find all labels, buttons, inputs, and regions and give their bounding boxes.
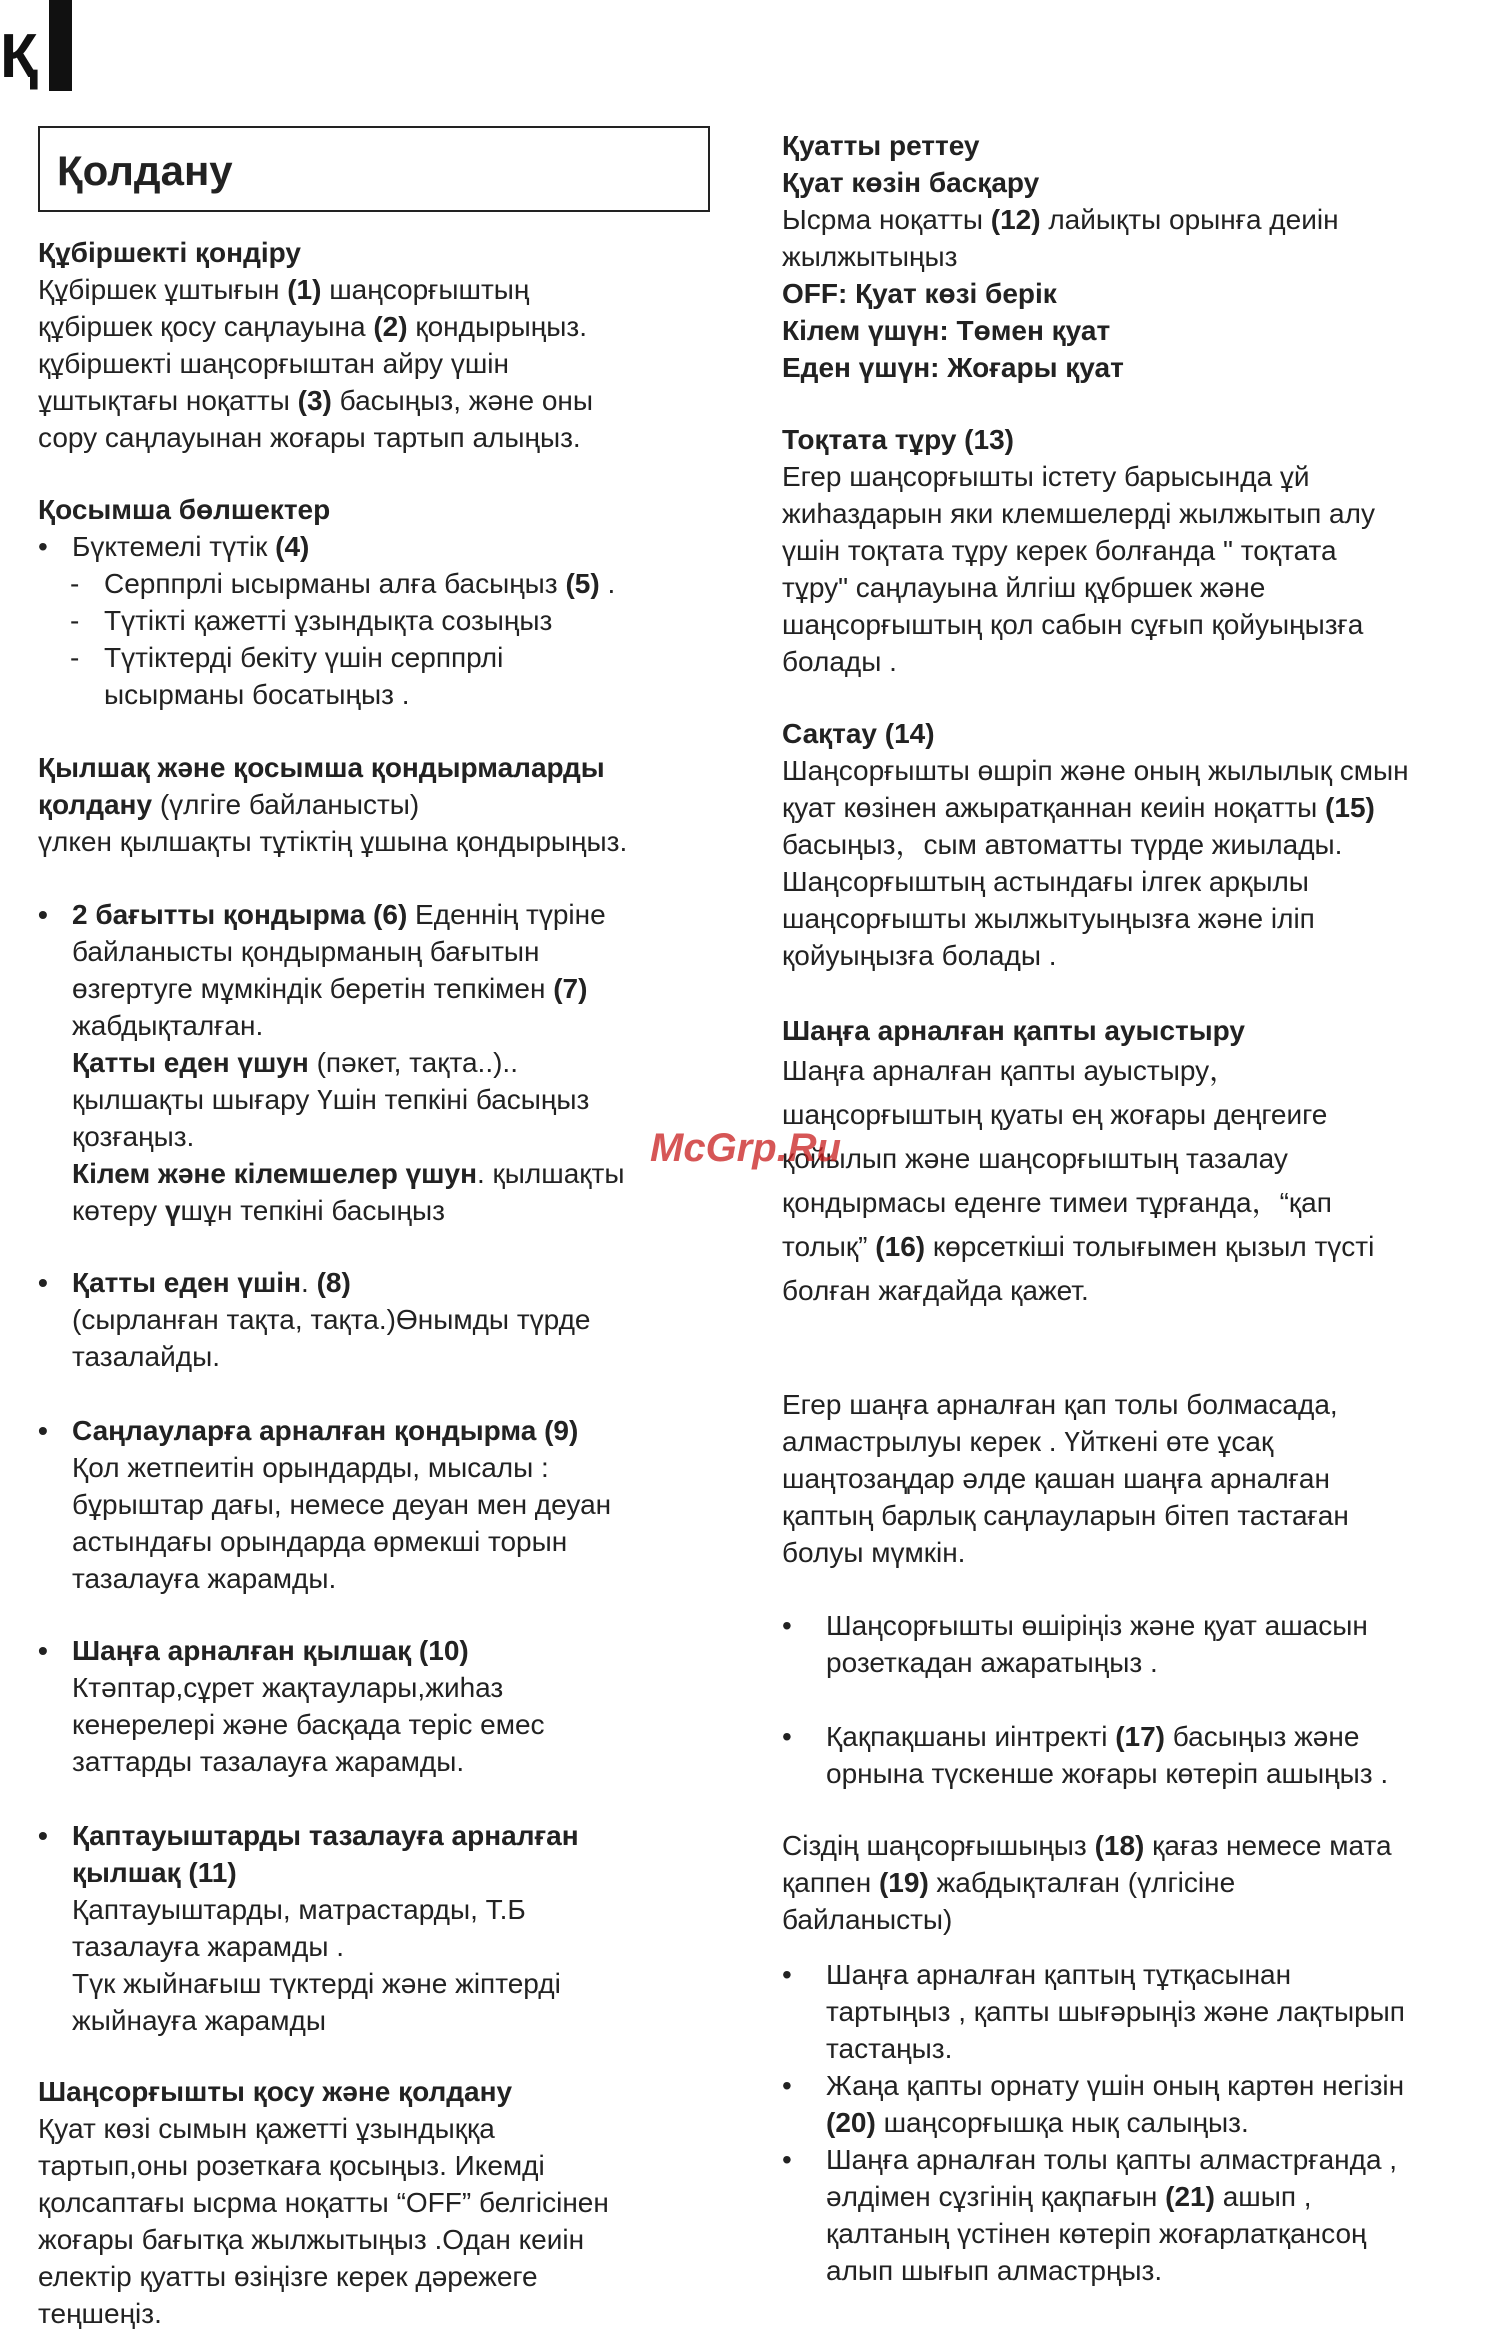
final-steps-section: • Шаңға арналған қаптың тұтқасынан тартыңыз , қапты шығәрыңіз және лақтырып тастаңыз. • Жаңа қапты орнату үшін оның картөн негізін (20) шаңсорғышқа нық салыңыз. • Шаңға арналған толы қапты алмастрғанда , әлдімен сұзгінің қақпағын (21) ашып , қалтаның үстінен көтеріп жоғарлатқансоң алып шығып алмастрңыз.	[782, 1956, 1482, 2289]
brush-line: үлкен қылшақты тұтіктің ұшына қондырыңыз.	[38, 826, 628, 857]
list-item: • Жаңа қапты орнату үшін оның картөн негізін	[782, 2070, 1405, 2101]
page-title: Қолдану	[57, 147, 233, 194]
accessories-heading: Қосымша бөлшектер	[38, 494, 331, 525]
hose-line-5: сору саңлауынан жоғары тартып алыңыз.	[38, 422, 581, 453]
list-item: • Қақпақшаны иінтректі (17) басыңыз және	[782, 1721, 1360, 1752]
accessories-section	[38, 491, 738, 713]
crevice-section: • Саңлауларға арналған қондырма (9) Қол жетпеитін орындарды, мысалы : бұрыштар дағы, немесе деуан мен деуан астындағы орындарда өрмекші торын тазалауға жарамды.	[38, 1415, 612, 1594]
park-heading: Тоқтата тұру (13)	[782, 424, 1014, 455]
brush-section	[38, 749, 738, 860]
section-title-box	[38, 126, 710, 212]
hard-floor-section: • Қатты еден үшін. (8) (сырланған тақта, тақта.)Өнымды түрде тазалайды.	[38, 1267, 591, 1372]
connect-section: Шаңсорғышты қосу және қолдану Қуат көзі сымын қажетті ұзындыққа тартып,оны розеткаға қосыңыз. Икемді қолсаптағы ысрма ноқатты “OFF” белгісінен жоғары бағытқа жылжытыңыз .Одан кеиін електір қуатты өзіңізге керек дәрежеге теңшеңіз.	[38, 2073, 738, 2332]
brush-heading-2: қолдану (үлгіге байланысты)	[38, 789, 420, 820]
bag-type-section: Сіздің шаңсорғышыңыз (18) қағаз немесе мата қаппен (19) жабдықталған (үлгісіне байланысты)	[782, 1830, 1392, 1935]
brush-heading: Қылшақ және қосымша қондырмаларды	[38, 752, 605, 783]
park-section: Тоқтата тұру (13) Егер шаңсорғышты істету барысында ұй жиһаздарын яки клемшелерді жылжытып алу үшін тоқтата тұру керек болғанда " тоқтата тұру" саңлауына йлгіш құбршек және шаңсорғыштың қол сабын сұғып қойуыңызға болады .	[782, 421, 1482, 680]
connect-heading: Шаңсорғышты қосу және қолдану	[38, 2076, 513, 2107]
storage-heading: Сақтау (14)	[782, 718, 935, 749]
list-item-continued: ысырманы босатыңыз .	[104, 679, 410, 710]
language-bar	[49, 0, 72, 91]
list-item: • Шаңсорғышты өшіріңіз және қуат ашасын	[782, 1610, 1368, 1641]
power-subheading: Қуат көзін басқару	[782, 167, 1040, 198]
language-letter: Қ	[0, 22, 38, 91]
hose-heading: Құбіршекті қондіру	[38, 237, 301, 268]
hose-section	[38, 234, 738, 456]
list-item: • Шаңға арналған толы қапты алмастрғанда ,	[782, 2144, 1398, 2175]
list-item: • Бүктемелі түтік (4)	[38, 531, 310, 562]
watermark: McGrp.Ru	[650, 1126, 842, 1170]
two-way-nozzle-section: • 2 бағытты қондырма (6) Еденнің түріне байланысты қондырманың бағытын өзгертуге мұмкіндік беретін тепкімен (7) жабдықталған. Қатты еден үшун (пәкет, тақта..).. қылшақты шығару Үшін тепкіні басыңыз қозғаңыз. Кілем және кілемшелер үшун. қылшақты көтеру үшұн тепкіні басыңыз	[38, 899, 625, 1226]
list-item: • Шаңға арналған қаптың тұтқасынан	[782, 1959, 1292, 1990]
upholstery-section: • Қаптауыштарды тазалауға арналған қылшақ (11) Қаптауыштарды, матрастарды, Т.Б тазалауға жарамды . Түк жыйнағыш түктерді және жіптерді жыйнауға жарамды	[38, 1820, 579, 2036]
list-item: - Түтіктерді бекіту үшін серппрлі	[70, 642, 504, 673]
hose-line-1: Құбіршек ұштығын (1) шаңсорғыштың	[38, 274, 530, 305]
list-item: - Серппрлі ысырманы алға басыңыз (5) .	[70, 568, 616, 599]
hose-line-2: құбіршек қосу саңлауына (2) қондырыңыз.	[38, 311, 587, 342]
bag-heading: Шаңға арналған қапты ауыстыру	[782, 1015, 1245, 1046]
dust-brush-section: • Шаңға арналған қылшақ (10) Ктәптар,сұрет жақтаулары,жиһаз кенерелері және басқада теріс емес заттарды тазалауға жарамды.	[38, 1635, 545, 1777]
bag-section: Шаңға арналған қапты ауыстыру Шаңға арналған қапты ауыстыру， шаңсорғыштың қуаты ең жоғары деңгеиге қойылып және шаңсорғыштың тазалау қондырмасы еденге тимеи тұрғанда，“қап толық” (16) көрсеткіші толығымен қызыл түсті болған жағдайда қажет.	[782, 1012, 1482, 1313]
steps-section: • Шаңсорғышты өшіріңіз және қуат ашасын розеткадан ажаратыңыз . • Қақпақшаны иінтректі (17) басыңыз және орнына түскенше жоғары көтеріп ашыңыз .	[782, 1607, 1482, 1792]
hose-line-3: құбіршекті шаңсорғыштан айру үшін	[38, 348, 509, 379]
power-section: Қуатты реттеу Қуат көзін басқару Ысрма ноқатты (12) лайықты орынға деиін жылжытыңыз OFF: Қуат көзі берік Кілем үшүн: Төмен қуат Еден үшүн: Жоғары қуат	[782, 127, 1482, 386]
hose-line-4: ұштықтағы ноқатты (3) басыңыз, және оны	[38, 385, 594, 416]
list-item: - Түтікті қажетті ұзындықта созыңыз	[70, 605, 553, 636]
power-heading: Қуатты реттеу	[782, 130, 980, 161]
bag-not-full-section: Егер шаңға арналған қап толы болмасада, алмастрылуы керек . Үйткені өте ұсақ шаңтозаңдар әлде қашан шаңға арналған қаптың барлық саңлауларын бітеп тастаған болуы мүмкін.	[782, 1389, 1349, 1568]
storage-section: Сақтау (14) Шаңсорғышты өшріп және оның жылылық смын қуат көзінен ажыратқаннан кеиін ноқатты (15) басыңыз，сым автоматты түрде жиылады. Шаңсорғыштың астындағы ілгек арқылы шаңсорғышты жылжытуыңызға және іліп қойуыңызға болады .	[782, 715, 1482, 974]
